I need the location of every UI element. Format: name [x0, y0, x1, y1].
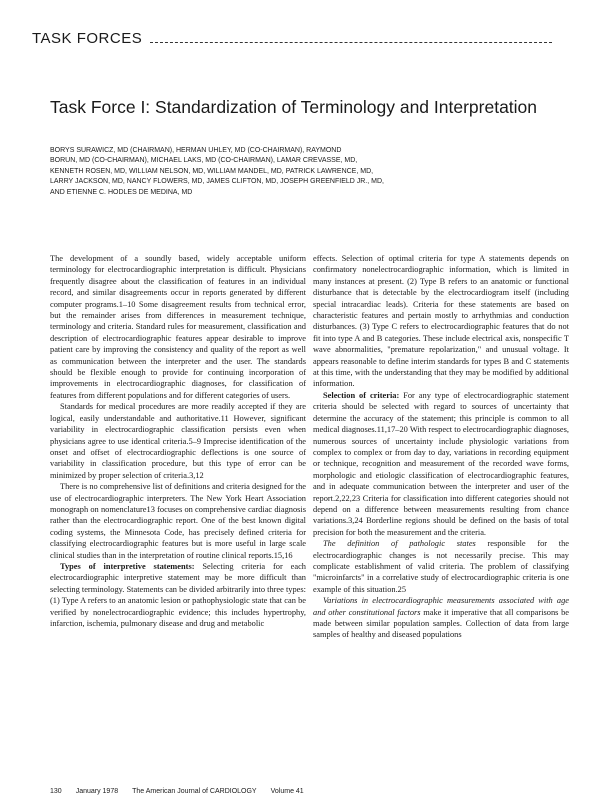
article-title: Task Force I: Standardization of Terminology and Interpretation [50, 97, 538, 117]
page-footer [50, 788, 304, 795]
body-column-right [313, 253, 569, 641]
volume: Volume 41 [270, 788, 304, 795]
body-column-left [50, 253, 306, 629]
body-paragraph: Variations in electrocardiographic measurements associated with age and other constitutional factors make it imperative that all comparisons be made between similar population samples. Collection of data from large samples of healthy and diseased populations [313, 596, 569, 640]
author-line: BORYS SURAWICZ, MD (CHAIRMAN), HERMAN UHLEY, MD (CO-CHAIRMAN), RAYMOND [50, 147, 342, 154]
run-in-heading: Selection of criteria: [323, 390, 400, 400]
body-paragraph: The definition of pathologic states responsible for the electrocardiographic changes is not necessarily precise. This may complicate establishment of valid criteria. The problem of classifying "microinfarcts" in a correlative study of electrocardiographic criteria is one example of this situation.25 [313, 539, 569, 594]
issue-date: January 1978 [75, 788, 119, 795]
body-paragraph: Types of interpretive statements: Selecting criteria for each electrocardiographic interpretive statement may be more difficult than selecting terminology. Statements can be divided arbitrarily into three types: (1) Type A refers to an anatomic lesion or pathophysiologic state that can be verified by nonelectrocardiographic evidence; this includes hypertrophy, infarction, ischemia, pulmonary disease and drug and metabolic [50, 561, 306, 628]
header-rule [150, 42, 552, 43]
journal-name: The American Journal of CARDIOLOGY [132, 788, 257, 795]
author-line: BORUN, MD (CO-CHAIRMAN), MICHAEL LAKS, MD (CO-CHAIRMAN), LAMAR CREVASSE, MD, [50, 157, 358, 165]
italic-lead: The definition of pathologic states [323, 539, 476, 549]
body-paragraph: There is no comprehensive list of definitions and criteria designed for the use of electrocardiographic interpreters. The New York Heart Association monograph on nomenclature13 focuses on comprehensive cardiac diagnosis rather than the electrocardiographic report. One of the best known digital coding systems, the Minnesota Code, has precisely defined criteria for classifying electrocardiographic features but is more useful in large scale clinical studies than in the interpretation of routine clinical reports.15,16 [50, 482, 306, 560]
author-list [50, 146, 570, 198]
author-line: LARRY JACKSON, MD, NANCY FLOWERS, MD, JAMES CLIFTON, MD, JOSEPH GREENFIELD JR., MD, [50, 178, 384, 186]
body-paragraph: Standards for medical procedures are more readily accepted if they are logical, easily understandable and authoritative.11 However, significant variability in electrocardiographic classification persists even when physicians agree to use identical criteria.5–9 Imprecise identification of the onset and offset of electrocardiographic deflections is one source of variability in classification procedure, but this type of error can be minimized by proper selection of criteria.3,12 [50, 402, 306, 480]
italic-lead: Variations in electrocardiographic measurements associated with age and other constitutional factors [313, 596, 569, 617]
page-header [32, 30, 552, 47]
run-in-heading: Types of interpretive statements: [60, 561, 195, 571]
body-paragraph: effects. Selection of optimal criteria for type A statements depends on confirmatory nonelectrocardiographic information, which is limited in many instances at present. (2) Type B refers to an anatomic or functional disturbance that is detectable by the electrocardiogram itself (including special intracardiac leads). Criteria for these statements are based on characteristic features and pertain mostly to arrhythmias and conduction disturbances. (3) Type C refers to electrocardiographic features that do not fit into type A and B categories. These include electrical axis, nonspecific T wave abnormalities, "premature repolarization," and unusual voltage. It appears reasonable to define interim standards for types B and C statements at this time, with the understanding that they may be modified by additional information. [313, 254, 569, 389]
section-label: TASK FORCES [32, 30, 143, 47]
author-line: KENNETH ROSEN, MD, WILLIAM NELSON, MD, WILLIAM MANDEL, MD, PATRICK LAWRENCE, MD, [50, 167, 374, 175]
author-line: AND ETIENNE C. HODLES DE MEDINA, MD [50, 188, 193, 196]
page-number: 130 [50, 788, 62, 795]
body-paragraph: Selection of criteria: For any type of electrocardiographic statement criteria should be selected with regard to sources of uncertainty that determine the accuracy of the statement; this principle is common to all medical diagnoses.11,17–20 With respect to electrocardiographic diagnoses, numerous sources of uncertainty include physiologic variations from complex to complex or from day to day, variations in recording equipment or technique, recognition and measurement of the recorded wave forms, morphologic and etiologic classification of electrocardiographic features, and in adequate communication between the interpreter and user of the report.2,22,23 Criteria for classification into different categories should not depend on a difference between measurements resulting from chance variations.3,24 Borderline regions should be defined on the basis of total precision for both the measurement and the criteria. [313, 390, 569, 537]
body-paragraph: The development of a soundly based, widely acceptable uniform terminology for electrocardiographic interpretation is difficult. Physicians frequently disagree about the classification of features in an individual record, and similar disagreements occur in reports generated by different computer programs.1–10 Some disagreement results from technical error, but the remainder arises from differences in measurement technique, terminology and criteria. Standard rules for measurement, classification and description of electrocardiographic features appear desirable to improve patient care by improving the consistency and quality of the report as well as communication between the interpreter and the user. The standards should be flexible enough to provide for continuing incorporation of improvements in electrocardiographic diagnoses, for classification of features from different populations and for different categories of users. [50, 254, 306, 400]
